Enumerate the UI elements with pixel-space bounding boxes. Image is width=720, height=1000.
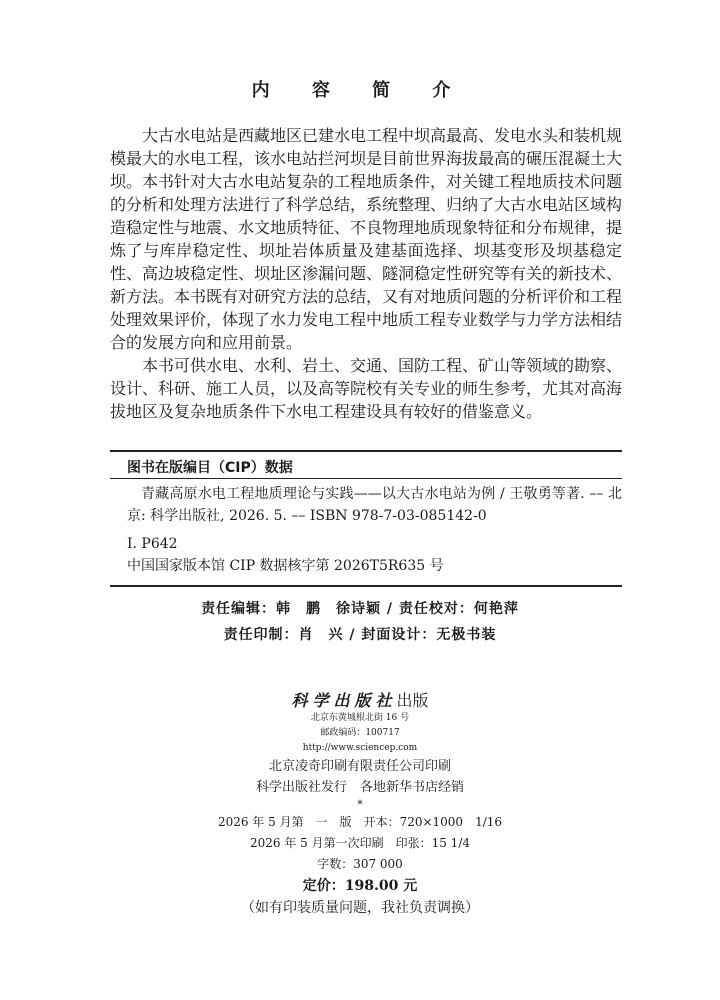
cip-divider (110, 478, 622, 479)
cip-block (127, 483, 622, 577)
cip-top-rule (110, 450, 622, 452)
cip-record-number: 中国国家版本馆 CIP 数据核字第 2026T5R635 号 (127, 558, 444, 574)
introduction (110, 124, 622, 423)
printing-line: 2026 年 5 月第一次印刷 印张：15 1/4 (249, 836, 470, 850)
intro-paragraph: 本书可供水电、水利、岩土、交通、国防工程、矿山等领域的勘察、设计、科研、施工人员，以及高等院校有关专业的师生参考，尤其对高海拔地区及复杂地质条件下水电工程建设具有较好的借鉴意义。 (110, 356, 623, 421)
editors-line: 责任编辑：韩 鹏 徐诗颖 / 责任校对：何艳萍 (201, 601, 519, 617)
printer-line: 北京凌奇印刷有限责任公司印刷 (268, 759, 451, 774)
production-line: 责任印制：肖 兴 / 封面设计：无极书装 (223, 627, 497, 643)
price: 定价：198.00 元 (302, 878, 418, 894)
intro-paragraph: 大古水电站是西藏地区已建水电工程中坝高最高、发电水头和装机规模最大的水电工程，该水电站拦河坝是目前世界海拔最高的碾压混凝土大坝。本书针对大古水电站复杂的工程地质条件，对关键工程地质技术问题的分析和处理方法进行了科学总结，系统整理、归纳了大古水电站区域构造稳定性与地震、水文地质特征、不良物理地质现象特征和分布规律，提炼了与库岸稳定性、坝址岩体质量及建基面选择、坝基变形及坝基稳定性、高边坡稳定性、坝址区渗漏问题、隧洞稳定性研究等有关的新技术、新方法。本书既有对研究方法的总结，又有对地质问题的分析评价和工程处理效果评价，体现了水力发电工程中地质工程专业数学与力学方法相结合的发展方向和应用前景。 (110, 126, 623, 352)
publisher-website: http://www.sciencep.com (302, 743, 418, 753)
cip-entry: 青藏高原水电工程地质理论与实践——以大古水电站为例 / 王敬勇等著. –– 北京: 科学出版社, 2026. 5. –– ISBN 978-7-03-085142-0 (127, 486, 622, 524)
cip-classification: Ⅰ. P642 (127, 536, 178, 552)
publisher-name (0, 688, 720, 711)
publisher-info (0, 688, 720, 919)
page-title: 内 容 简 介 (251, 80, 469, 101)
credits (0, 596, 720, 648)
cip-heading: 图书在版编目（CIP）数据 (127, 460, 293, 476)
cip-bottom-rule (110, 585, 622, 587)
word-count: 字数：307 000 (317, 857, 403, 871)
separator-star: * (357, 798, 363, 811)
publisher-brand: 科学出版社 (291, 691, 397, 710)
distribution-line: 科学出版社发行 各地新华书店经销 (255, 780, 464, 795)
publisher-suffix: 出版 (396, 691, 429, 710)
publisher-address: 北京东黄城根北街 16 号 (310, 713, 410, 723)
edition-line: 2026 年 5 月第 一 版 开本：720×1000 1/16 (217, 815, 503, 829)
quality-note: （如有印装质量问题，我社负责调换） (241, 900, 479, 916)
publisher-postcode: 邮政编码：100717 (320, 728, 400, 738)
